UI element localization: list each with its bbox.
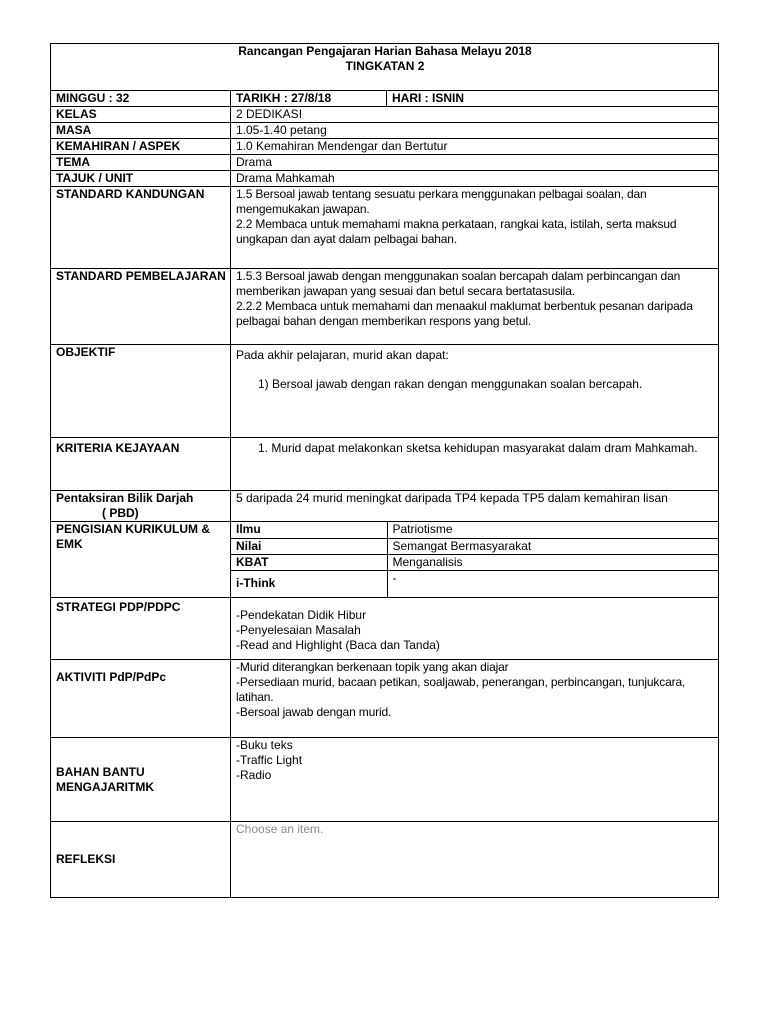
kriteria-item: 1. Murid dapat melakonkan sketsa kehidupan masyarakat dalam dram Mahkamah. xyxy=(258,441,698,455)
kemahiran-value: 1.0 Kemahiran Mendengar dan Bertutur xyxy=(231,139,719,155)
pengisian-key: i-Think xyxy=(231,570,387,597)
aktiviti-label: AKTIVITI PdP/PdPc xyxy=(51,660,231,738)
title-row xyxy=(51,44,719,91)
objektif-label: OBJEKTIF xyxy=(51,345,231,438)
strategi-line: -Penyelesaian Masalah xyxy=(236,623,361,637)
kelas-value: 2 DEDIKASI xyxy=(231,107,719,123)
masa-label: MASA xyxy=(51,123,231,139)
strategi-label: STRATEGI PDP/PDPC xyxy=(51,598,231,660)
bahan-label-line1: BAHAN BANTU xyxy=(56,764,145,779)
kriteria-value xyxy=(231,438,719,491)
kemahiran-label: KEMAHIRAN / ASPEK xyxy=(51,139,231,155)
pbd-row xyxy=(51,491,719,522)
aktiviti-line: -Persediaan murid, bacaan petikan, soaljawab, penerangan, perbincangan, tunjukcara, latihan. xyxy=(236,675,686,704)
pbd-label-line2: ( PBD) xyxy=(102,506,139,520)
bahan-label xyxy=(51,738,231,822)
pengisian-key: Ilmu xyxy=(231,522,387,538)
bahan-value xyxy=(231,738,719,822)
objektif-value xyxy=(231,345,719,438)
aktiviti-line: -Murid diterangkan berkenaan topik yang akan diajar xyxy=(236,660,509,674)
bahan-line: -Buku teks xyxy=(236,738,293,752)
pbd-value: 5 daripada 24 murid meningkat daripada TP4 kepada TP5 dalam kemahiran lisan xyxy=(231,491,719,522)
aktiviti-value xyxy=(231,660,719,738)
aktiviti-row xyxy=(51,660,719,738)
pengisian-kbat-row xyxy=(231,554,719,570)
hari-cell: HARI : ISNIN xyxy=(387,91,719,107)
kriteria-label: KRITERIA KEJAYAAN xyxy=(51,438,231,491)
document-title: Rancangan Pengajaran Harian Bahasa Melayu 2018 xyxy=(238,44,532,58)
pengisian-value: Menganalisis xyxy=(387,554,719,570)
tajuk-row xyxy=(51,171,719,187)
masa-row xyxy=(51,123,719,139)
pengisian-ithink-row xyxy=(231,570,719,597)
strategi-line: -Pendekatan Didik Hibur xyxy=(236,608,367,622)
refleksi-dropdown[interactable]: Choose an item. xyxy=(236,822,324,836)
bahan-row xyxy=(51,738,719,822)
pengisian-value: Patriotisme xyxy=(387,522,719,538)
standard-kandungan-row xyxy=(51,187,719,269)
tema-value: Drama xyxy=(231,155,719,171)
tarikh-cell: TARIKH : 27/8/18 xyxy=(231,91,387,107)
objektif-intro: Pada akhir pelajaran, murid akan dapat: xyxy=(236,348,449,362)
pengisian-row xyxy=(51,522,719,598)
minggu-cell: MINGGU : 32 xyxy=(51,91,231,107)
standard-pembelajaran-value xyxy=(231,269,719,345)
minggu-row xyxy=(51,91,719,107)
pengisian-key: KBAT xyxy=(231,554,387,570)
standard-pembelajaran-row xyxy=(51,269,719,345)
tajuk-label: TAJUK / UNIT xyxy=(51,171,231,187)
kriteria-row xyxy=(51,438,719,491)
pengisian-key: Nilai xyxy=(231,538,387,554)
pbd-label xyxy=(51,491,231,522)
pengisian-value: Semangat Bermasyarakat xyxy=(387,538,719,554)
aktiviti-line: -Bersoal jawab dengan murid. xyxy=(236,705,392,719)
pengisian-value: - xyxy=(392,570,397,585)
kemahiran-row xyxy=(51,139,719,155)
standard-kandungan-line: 2.2 Membaca untuk memahami makna perkataan, rangkai kata, istilah, serta maksud ungkapan dan ayat dalam pelbagai bahan. xyxy=(236,217,677,246)
pengisian-label: PENGISIAN KURIKULUM & EMK xyxy=(51,522,231,598)
standard-kandungan-line: 1.5 Bersoal jawab tentang sesuatu perkara menggunakan pelbagai soalan, dan mengemukakan jawapan. xyxy=(236,187,647,216)
pengisian-nilai-row xyxy=(231,538,719,554)
kelas-row xyxy=(51,107,719,123)
objektif-row xyxy=(51,345,719,438)
tajuk-value: Drama Mahkamah xyxy=(231,171,719,187)
standard-kandungan-label: STANDARD KANDUNGAN xyxy=(51,187,231,269)
refleksi-row xyxy=(51,822,719,898)
kelas-label: KELAS xyxy=(51,107,231,123)
strategi-value xyxy=(231,598,719,660)
bahan-line: -Radio xyxy=(236,768,272,782)
bahan-line: -Traffic Light xyxy=(236,753,303,767)
objektif-item: 1) Bersoal jawab dengan rakan dengan menggunakan soalan bercapah. xyxy=(258,377,643,391)
standard-pembelajaran-line: 2.2.2 Membaca untuk memahami dan menaakul maklumat berbentuk pesanan daripada pelbagai bahan dengan memberikan respons yang betul. xyxy=(236,299,693,328)
refleksi-value xyxy=(231,822,719,898)
standard-kandungan-value xyxy=(231,187,719,269)
tema-label: TEMA xyxy=(51,155,231,171)
lesson-plan-table xyxy=(50,43,719,898)
pbd-label-line1: Pentaksiran Bilik Darjah xyxy=(56,491,194,505)
pengisian-grid-cell xyxy=(231,522,719,598)
bahan-label-line2: MENGAJARITMK xyxy=(56,779,154,794)
refleksi-label: REFLEKSI xyxy=(51,822,231,898)
standard-pembelajaran-label: STANDARD PEMBELAJARAN xyxy=(51,269,231,345)
pengisian-ilmu-row xyxy=(231,522,719,538)
title-cell xyxy=(51,44,719,91)
strategi-line: -Read and Highlight (Baca dan Tanda) xyxy=(236,638,440,652)
strategi-row xyxy=(51,598,719,660)
pengisian-grid xyxy=(231,522,719,597)
tema-row xyxy=(51,155,719,171)
masa-value: 1.05-1.40 petang xyxy=(231,123,719,139)
document-subtitle: TINGKATAN 2 xyxy=(345,59,425,73)
standard-pembelajaran-line: 1.5.3 Bersoal jawab dengan menggunakan soalan bercapah dalam perbincangan dan memberikan jawapan yang sesuai dan betul secara bertatasusila. xyxy=(236,269,681,298)
